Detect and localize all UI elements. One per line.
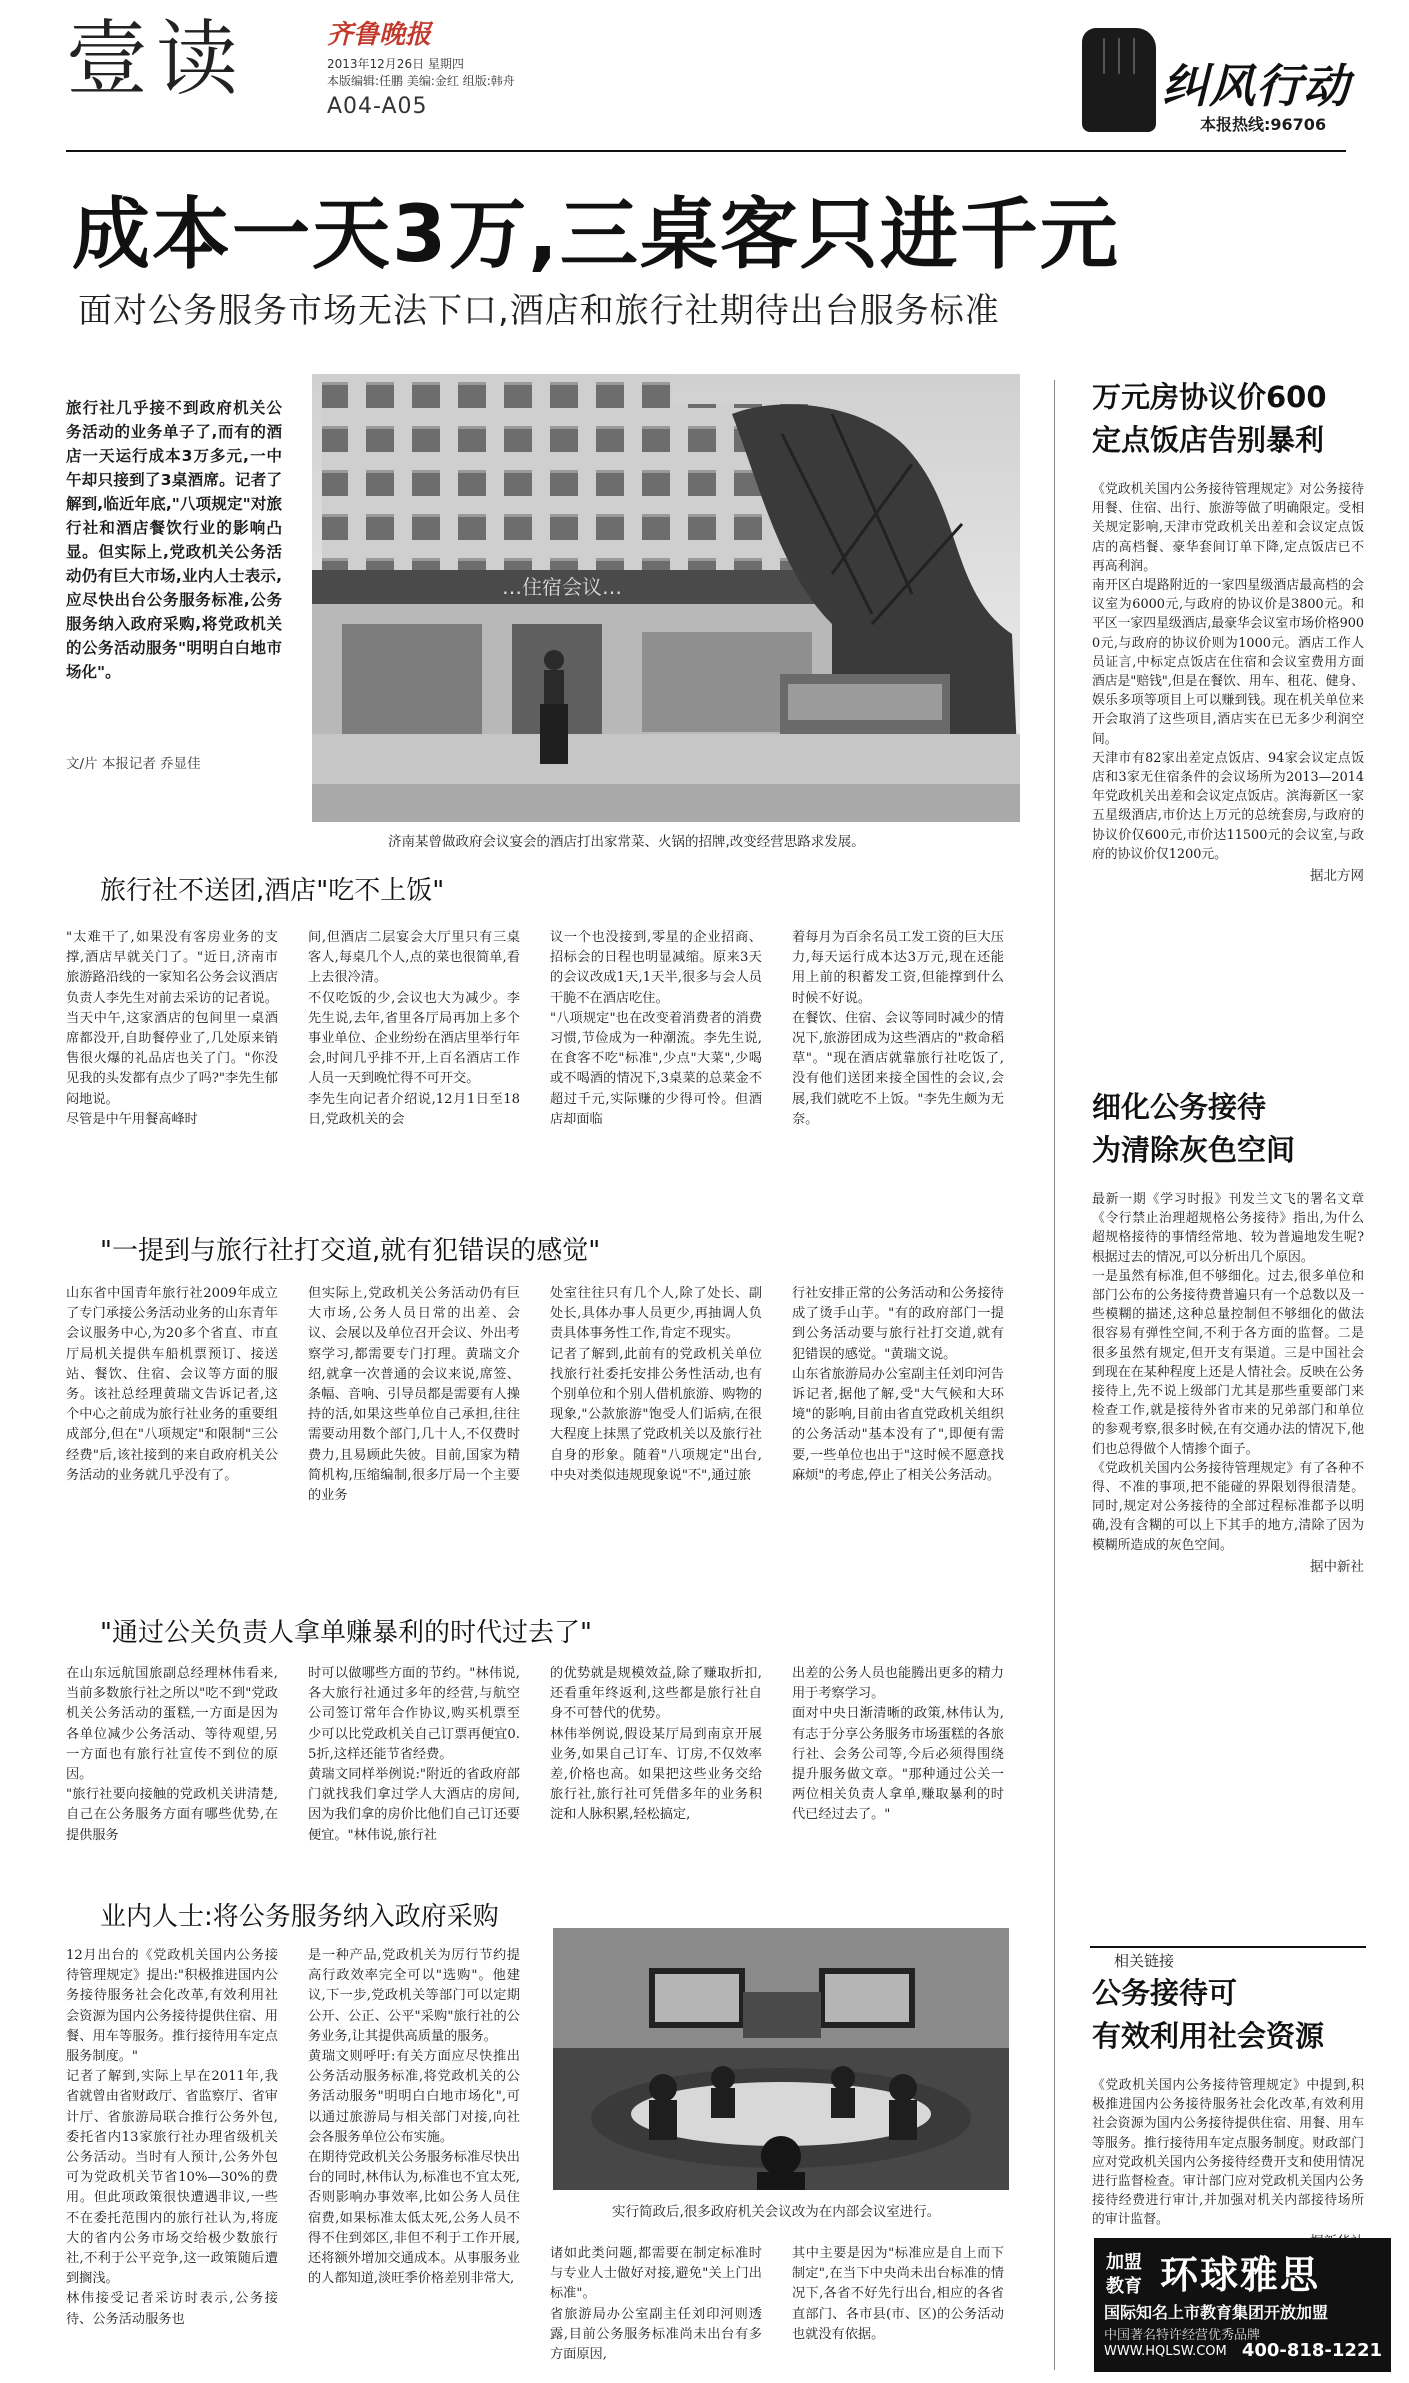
ad-tag-bottom: 教育 <box>1106 2276 1142 2297</box>
photo1-caption: 济南某曾做政府会议宴会的酒店打出家常菜、火锅的招牌,改变经营思路求发展。 <box>388 834 865 850</box>
hotel-photo-image <box>312 374 1020 822</box>
masthead-rule <box>66 150 1346 152</box>
hotel-sign-text: …住宿会议… <box>502 575 622 599</box>
section4-col4: 其中主要是因为"标准应是自上而下制定",在当下中央尚未出台标准的情况下,各省不好先行出台,相应的各省直部门、各市县(市、区)的公务活动也就没有依据。 <box>792 2246 1004 2342</box>
sidebar3-title-line1: 公务接待可 <box>1092 1976 1238 2010</box>
headline: 成本一天3万,三桌客只进千元 <box>72 190 1120 280</box>
campaign-title: 纠风行动 <box>1162 59 1350 113</box>
sidebar3-text: 《党政机关国内公务接待管理规定》中提到,积极推进国内公务接待服务社会化改革,有效利用社会资源为国内公务接待提供住宿、用餐、用车等服务。推行接待用车定点服务制度。财政部门应对党政机关国内公务接待经费开支和使用情况进行监督检查。审计部门应对党政机关国内公务接待经费进行审计,并加强对机关内部接待场所的审计监督。 <box>1092 2078 1364 2228</box>
section2-title: "一提到与旅行社打交道,就有犯错误的感觉" <box>100 1236 601 1266</box>
section3-col3: 的优势就是规模效益,除了赚取折扣,还看重年终返利,这些都是旅行社自身不可替代的优势。 林伟举例说,假设某厅局到南京开展业务,如果自己订车、订房,不仅效率差,价格也高。如果把这些业务交给旅行社,旅行社可凭借多年的业务积淀和人脉积累,轻松搞定, <box>550 1666 762 1823</box>
date-line: 2013年12月26日 星期四 <box>327 57 464 71</box>
ad-contact <box>1104 2340 1382 2361</box>
editors-line: 本版编辑:任鹏 美编:金红 组版:韩舟 <box>327 74 515 88</box>
section4-col2: 是一种产品,党政机关为厉行节约提高行政效率完全可以"选购"。他建议,下一步,党政机关等部门可以定期公开、公正、公平"采购"旅行社的公务业务,让其提供高质量的服务。 黄瑞文则呼吁:有关方面应尽快推出公务活动服务标准,将党政机关的公务活动服务"明明白白地市场化",可以通过旅游局与相关部门对接,向社会各服务单位公布实施。 在期待党政机关公务服务标准尽快出台的同时,林伟认为,标准也不宜太死,否则影响办事效率,比如公务人员住宿费,如果标准太低太死,公务人员不得不住到郊区,非但不利于工作开展,还将额外增加交通成本。从事服务业的人都知道,淡旺季价格差别非常大, <box>308 1948 520 2287</box>
section3-col2: 时可以做哪些方面的节约。"林伟说,各大旅行社通过多年的经营,与航空公司签订常年合作协议,购买机票至少可以比党政机关自己订票再便宜0.5折,这样还能节省经费。 黄瑞文同样举例说:"附近的省政府部门就找我们拿过学人大酒店的房间,因为我们拿的房价比他们自己订还要便宜。"林伟说,旅行社 <box>308 1666 520 1843</box>
hotline-number: 96706 <box>1270 115 1327 134</box>
ad-website[interactable]: WWW.HQLSW.COM <box>1104 2344 1227 2359</box>
section2-col3: 处室往往只有几个人,除了处长、副处长,具体办事人员更少,再抽调人负责具体事务性工作,肯定不现实。 记者了解到,此前有的党政机关单位找旅行社委托安排公务性活动,也有个别单位和个别人借机旅游、购物的现象,"公款旅游"饱受人们诟病,在很大程度上抹黑了党政机关以及旅行社自身的形象。随着"八项规定"出台,中央对类似违规现象说"不",通过旅 <box>550 1286 762 1483</box>
fist-icon <box>1082 28 1156 132</box>
sidebar1-text: 《党政机关国内公务接待管理规定》对公务接待用餐、住宿、出行、旅游等做了明确限定。受相关规定影响,天津市党政机关出差和会议定点饭店的高档餐、豪华套间订单下降,定点饭店已不再高利润。 南开区白堤路附近的一家四星级酒店最高档的会议室为6000元,与政府的协议价是3800元。和平区一家四星级酒店,最豪华会议室市场价格9000元,与政府的协议价则为1000元。酒店工作人员证言,中标定点饭店在住宿和会议室费用方面酒店是"赔钱",但是在餐饮、用车、租花、健身、娱乐多项等项目上可以赚到钱。现在机关单位来开会取消了这些项目,酒店实在已无多少利润空间。 天津市有82家出差定点饭店、94家会议定点饭店和3家无住宿条件的会议场所为2013—2014年党政机关出差和会议定点饭店。滨海新区一家五星级酒店,市价达上万元的总统套房,与政府的协议价仅600元,市价达11500元的会议室,与政府的协议价仅1200元。 <box>1092 482 1364 862</box>
sidebar1-source: 据北方网 <box>1310 868 1364 885</box>
byline: 文/片 本报记者 乔显佳 <box>66 756 201 772</box>
section1-col4: 着每月为百余名员工发工资的巨大压力,每天运行成本达3万元,现在还能用上前的积蓄发工资,但能撑到什么时候不好说。 在餐饮、住宿、会议等同时减少的情况下,旅游团成为这些酒店的"救命稻草"。"现在酒店就靠旅行社吃饭了,没有他们送团来接全国性的会议,会展,我们就吃不上饭。"李先生颇为无奈。 <box>792 930 1004 1127</box>
hotel-photo <box>312 374 1020 822</box>
section2-col1: 山东省中国青年旅行社2009年成立了专门承接公务活动业务的山东青年会议服务中心,为20多个省直、市直厅局机关提供车船机票预订、接送站、餐饮、住宿、会议等方面的服务。该社总经理黄瑞文告诉记者,这个中心之前成为旅行社业务的重要组成部分,但在"八项规定"和限制"三公经费"后,该社接到的来自政府机关公务活动的业务就几乎没有了。 <box>66 1286 278 1483</box>
sidebar-article1 <box>1092 376 1364 884</box>
section4-title: 业内人士:将公务服务纳入政府采购 <box>100 1902 499 1932</box>
sidebar3-title-line2: 有效利用社会资源 <box>1092 2019 1325 2053</box>
section4-col3: 诸如此类问题,都需要在制定标准时与专业人士做好对接,避免"关上门出标准"。 省旅游局办公室副主任刘印河则透露,目前公务服务标准尚未出台有多方面原因, <box>550 2246 762 2363</box>
sidebar-divider <box>1054 380 1055 2370</box>
hotline <box>1200 112 1326 135</box>
sidebar2-title-line1: 细化公务接待 <box>1092 1090 1267 1124</box>
sidebar2-text: 最新一期《学习时报》刊发兰文飞的署名文章《令行禁止治理超规格公务接待》指出,为什么超规格接待的事情经常地、较为普遍地发生呢?根据过去的情况,可以分析出几个原因。 一是虽然有标准,但不够细化。过去,很多单位和部门公布的公务接待费普遍只有一个总数以及一些模糊的描述,这种总量控制但不够细化的做法很容易有弹性空间,不利于各方面的监督。二是很多虽然有规定,但开支有渠道。三是中国社会到现在在某种程度上还是人情社会。反映在公务接待上,先不说上级部门尤其是那些重要部门来检查工作,就是接待外省市来的兄弟部门和单位的参观考察,很多时候,在有交通办法的情况下,他们也总得做个人情掺个面子。 《党政机关国内公务接待管理规定》有了各种不得、不准的事项,把不能碰的界限划得很清楚。同时,规定对公务接待的全部过程标准都予以明确,没有含糊的可以上下其手的地方,清除了因为模糊所造成的灰色空间。 <box>1092 1192 1364 1553</box>
ad-line3: 中国著名特许经营优秀品牌 <box>1104 2328 1261 2343</box>
lead-text: 旅行社几乎接不到政府机关公务活动的业务单子了,而有的酒店一天运行成本3万多元,一中午却只接到了3桌酒席。记者了解到,临近年底,"八项规定"对旅行社和酒店餐饮行业的影响凸显。但实际上,党政机关公务活动仍有巨大市场,业内人士表示,应尽快出台公务服务标准,公务服务纳入政府采购,将党政机关的公务活动服务"明明白白地市场化"。 <box>66 399 282 681</box>
section1-col3: 议一个也没接到,零星的企业招商、招标会的日程也明显减缩。原来3天的会议改成1天,1天半,很多与会人员干脆不在酒店吃住。 "八项规定"也在改变着消费者的消费习惯,节俭成为一种潮流。李先生说,在食客不吃"标准",少点"大菜",少喝或不喝酒的情况下,3桌菜的总菜金不超过千元,实际赚的少得可怜。但酒店却面临 <box>550 930 762 1127</box>
section2-col2: 但实际上,党政机关公务活动仍有巨大市场,公务人员日常的出差、会议、会展以及单位召开会议、外出考察学习,都需要专门打理。黄瑞文介绍,就拿一次普通的会议来说,席签、条幅、音响、引导员都是需要有人操持的活,如果这些单位自己承担,往往需要动用数个部门,几十人,不仅费时费力,且易顾此失彼。目前,国家为精简机构,压缩编制,很多厅局一个主要的业务 <box>308 1286 520 1504</box>
section4-col1: 12月出台的《党政机关国内公务接待管理规定》提出:"积极推进国内公务接待服务社会化改革,有效利用社会资源为国内公务接待提供住宿、用餐、用车等服务。推行接待用车定点服务制度。" 记者了解到,实际上早在2011年,我省就曾由省财政厅、省监察厅、省审计厅、省旅游局联合推行公务外包,委托省内13家旅行社办理省级机关公务活动。当时有人预计,公务外包可为党政机关节省10%—30%的费用。但此项政策很快遭遇非议,一些不在委托范围内的旅行社认为,将庞大的省内公务市场交给极少数旅行社,不利于公平竞争,这一政策随后遭到搁浅。 林伟接受记者采访时表示,公务接待、公务活动服务也 <box>66 1948 278 2327</box>
section3-columns <box>66 1664 1018 1894</box>
meeting-photo <box>553 1928 1009 2190</box>
ad-tag-top: 加盟 <box>1106 2252 1142 2273</box>
paper-logo: 齐鲁晚报 <box>327 20 432 50</box>
hotline-label: 本报热线: <box>1200 115 1271 134</box>
section1-col2: 间,但酒店二层宴会大厅里只有三桌客人,每桌几个人,点的菜也很简单,看上去很冷清。 不仅吃饭的少,会议也大为减少。李先生说,去年,省里各厅局再加上多个事业单位、企业纷纷在酒店里举行年会,时间几乎排不开,上百名酒店工作人员一天到晚忙得不可开交。 李先生向记者介绍说,12月1日至18日,党政机关的会 <box>308 930 520 1127</box>
related-link-bar <box>1090 1946 1366 1970</box>
ad-line2: 国际知名上市教育集团开放加盟 <box>1104 2303 1329 2322</box>
lead-block <box>66 396 282 684</box>
sidebar2-title-line2: 为清除灰色空间 <box>1092 1133 1296 1167</box>
sidebar2-source: 据中新社 <box>1310 1558 1364 1575</box>
section3-title: "通过公关负责人拿单赚暴利的时代过去了" <box>100 1618 592 1648</box>
sidebar-article3 <box>1092 1972 1364 2250</box>
issue-meta <box>327 56 515 90</box>
section2-columns <box>66 1284 1018 1584</box>
sidebar-article2 <box>1092 1086 1364 1575</box>
sidebar1-title-line2: 定点饭店告别暴利 <box>1092 423 1325 457</box>
page-range: A04-A05 <box>327 94 428 119</box>
section3-col1: 在山东远航国旅副总经理林伟看来,当前多数旅行社之所以"吃不到"党政机关公务活动的蛋糕,一方面是因为各单位减少公务活动、等待观望,另一方面也有旅行社宣传不到位的原因。 "旅行社要向接触的党政机关讲清楚,自己在公务服务方面有哪些优势,在提供服务 <box>66 1666 278 1843</box>
section-name: 壹读 <box>66 12 247 107</box>
section3-col4: 出差的公务人员也能腾出更多的精力用于考察学习。 面对中央日渐清晰的政策,林伟认为,有志于分享公务服务市场蛋糕的各旅行社、会务公司等,今后必须得围绕提升服务做文章。"那种通过公关一两位相关负责人拿单,赚取暴利的时代已经过去了。" <box>792 1666 1004 1823</box>
related-link-label: 相关链接 <box>1114 1952 1175 1970</box>
section1-columns <box>66 928 1018 1220</box>
section2-col4: 行社安排正常的公务活动和公务接待成了烫手山芋。"有的政府部门一提到公务活动要与旅行社打交道,就有犯错误的感觉。"黄瑞文说。 山东省旅游局办公室副主任刘印河告诉记者,据他了解,受"大气候和大环境"的影响,目前由省直党政机关组织的公务活动"基本没有了",即便有需要,一些单位也出于"这时候不愿意找麻烦"的考虑,停止了相关公务活动。 <box>792 1286 1004 1483</box>
photo2-caption: 实行简政后,很多政府机关会议改为在内部会议室进行。 <box>612 2204 941 2220</box>
section1-title: 旅行社不送团,酒店"吃不上饭" <box>100 876 445 906</box>
ielts-advert[interactable] <box>1094 2238 1391 2372</box>
subheadline: 面对公务服务市场无法下口,酒店和旅行社期待出台服务标准 <box>78 291 1000 331</box>
sidebar1-title-line1: 万元房协议价600 <box>1092 380 1327 414</box>
meeting-photo-image <box>553 1928 1009 2190</box>
ad-brand: 环球雅思 <box>1160 2253 1321 2297</box>
section1-col1: "太难干了,如果没有客房业务的支撑,酒店早就关门了。"近日,济南市旅游路沿线的一家知名公务会议酒店负责人李先生对前去采访的记者说。当天中午,这家酒店的包间里一桌酒席都没开,自助餐停业了,几处原来销售很火爆的礼品店也关了门。"你没见我的头发都有点少了吗?"李先生郁闷地说。 尽管是中午用餐高峰时 <box>66 930 278 1127</box>
campaign-badge <box>1070 28 1360 138</box>
ad-phone[interactable]: 400-818-1221 <box>1241 2340 1382 2361</box>
